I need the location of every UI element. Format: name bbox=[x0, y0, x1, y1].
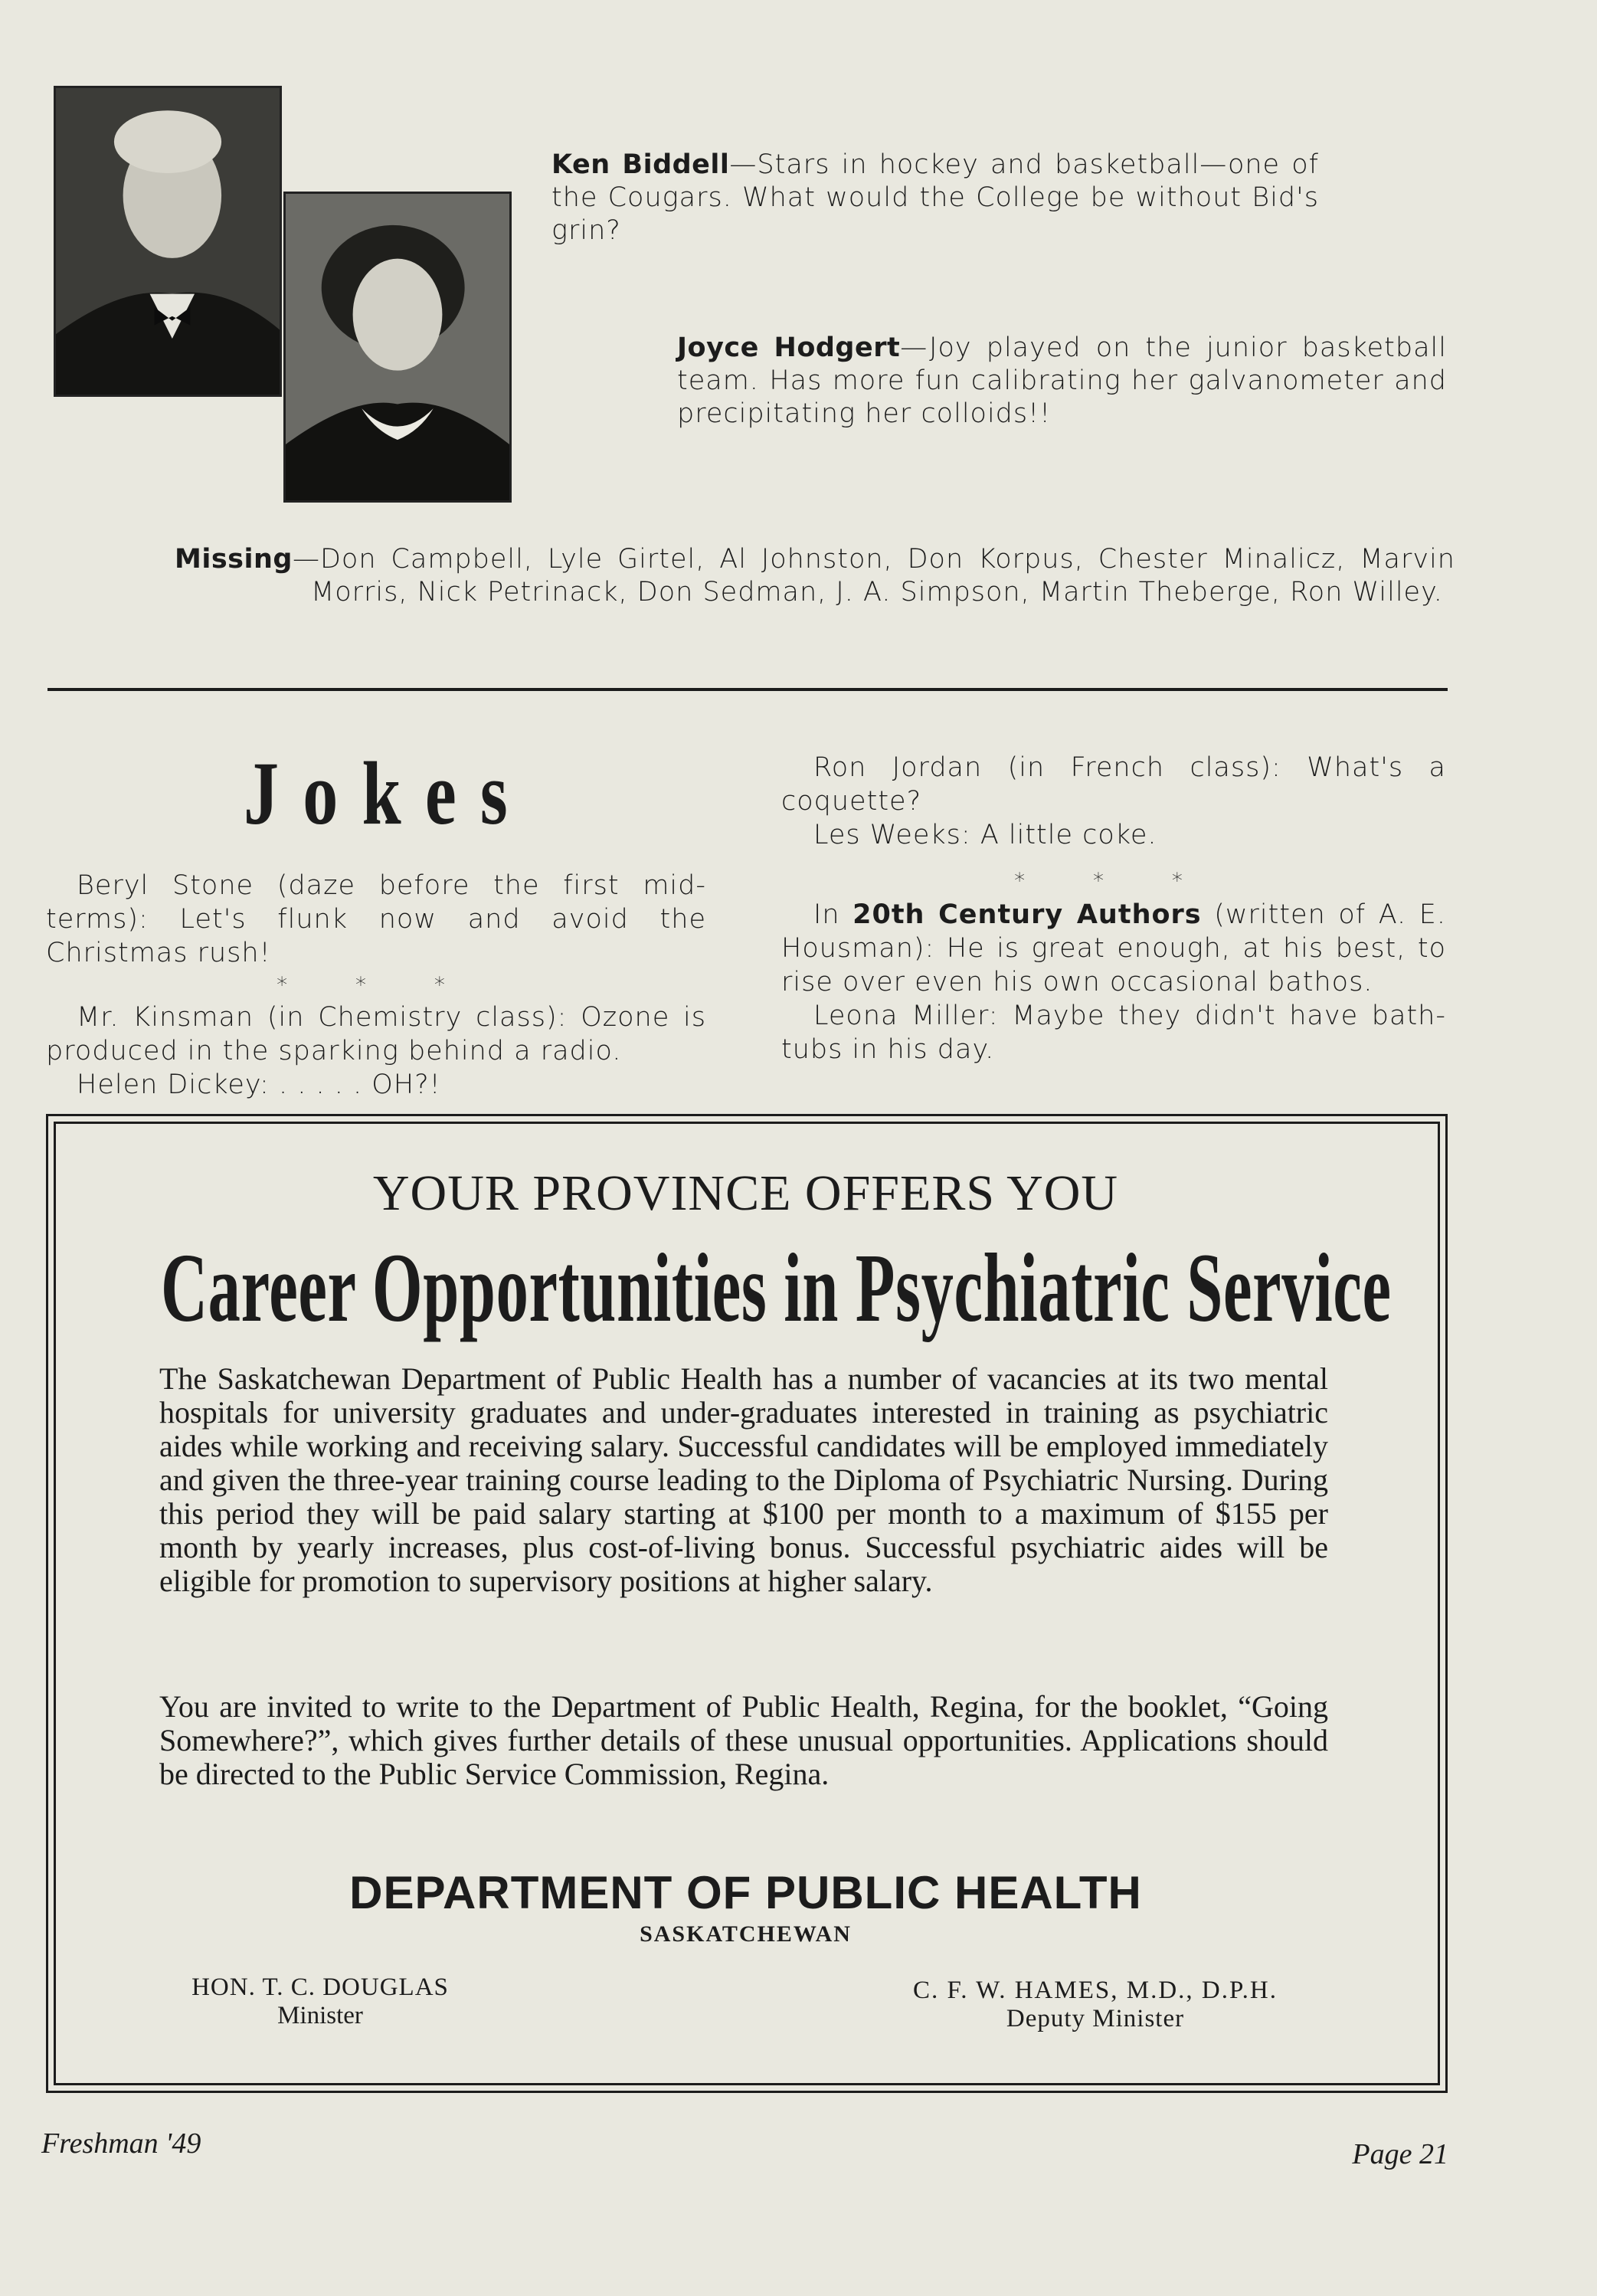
joke-prefix: In bbox=[813, 899, 853, 930]
joke-text: Leona Miller: Maybe they didn't have bath-tubs in his day. bbox=[781, 1001, 1446, 1065]
missing-names: —Don Campbell, Lyle Girtel, Al Johnston, Don Korpus, Chester Minalicz, Marvin Morris, Nick Petrinack, Don Sedman, J. A. Simpson, Martin Theberge, Ron Willey. bbox=[292, 544, 1455, 608]
minister-name: HON. T. C. DOUGLAS bbox=[191, 1973, 449, 2001]
deputy-title: Deputy Minister bbox=[1006, 2005, 1185, 2032]
joke-text: Les Weeks: A little coke. bbox=[813, 820, 1157, 850]
book-title: 20th Century Authors bbox=[852, 899, 1202, 930]
joke-separator: * * * bbox=[1014, 868, 1213, 893]
ad-department: DEPARTMENT OF PUBLIC HEALTH bbox=[349, 1867, 1142, 1918]
ad-paragraph-2: You are invited to write to the Department of Public Health, Regina, for the booklet, “Going Somewhere?”, which gives further details of these unusual opportunities. Applications should be directed to the Public Service Commission, Regina. bbox=[159, 1689, 1328, 1791]
joke-text: Helen Dickey: . . . . . OH?! bbox=[77, 1069, 441, 1100]
minister-title: Minister bbox=[277, 2002, 363, 2029]
jokes-heading: Jokes bbox=[244, 743, 532, 843]
bio-name: Joyce Hodgert bbox=[677, 332, 901, 363]
signature-deputy-minister bbox=[858, 1977, 1333, 2033]
ad-province: SASKATCHEWAN bbox=[640, 1921, 852, 1947]
section-divider bbox=[47, 688, 1448, 691]
bio-ken-biddell bbox=[551, 149, 1319, 247]
photo-ken-biddell bbox=[54, 86, 282, 397]
bio-name: Ken Biddell bbox=[551, 149, 730, 180]
ad-headline: Career Opportunities in Psychiatric Service bbox=[161, 1233, 1392, 1342]
footer-publication: Freshman '49 bbox=[41, 2127, 201, 2160]
ad-kicker: YOUR PROVINCE OFFERS YOU bbox=[372, 1165, 1119, 1221]
jokes-left-column bbox=[46, 869, 706, 1102]
bio-text: —Joy played on the junior basketball team. Has more fun calibrating her galvanometer and precipitating her colloids!! bbox=[677, 332, 1447, 429]
photo-joyce-hodgert bbox=[283, 192, 512, 503]
bio-text: —Stars in hockey and basketball—one of the Cougars. What would the College be without Bid's grin? bbox=[551, 149, 1319, 246]
jokes-right-column bbox=[781, 751, 1446, 1066]
joke-text: Ron Jordan (in French class): What's a coquette? bbox=[781, 752, 1446, 817]
deputy-name: C. F. W. HAMES, M.D., D.P.H. bbox=[912, 1977, 1278, 2004]
bio-joyce-hodgert bbox=[677, 332, 1447, 431]
missing-label: Missing bbox=[175, 544, 293, 575]
joke-text: Mr. Kinsman (in Chemistry class): Ozone is produced in the sparking behind a radio. bbox=[46, 1002, 706, 1066]
joke-text bbox=[781, 898, 1446, 999]
signature-minister bbox=[159, 1973, 481, 2030]
ad-paragraph-1: The Saskatchewan Department of Public Health has a number of vacancies at its two mental hospitals for university graduates and under-graduates interested in training as psychiatric aides while working and receiving salary. Successful candidates will be employed immediately and given the three-year training course leading to the Diploma of Psychiatric Nursing. During this period they will be paid salary starting at $100 per month to a maximum of $155 per month by yearly increases, plus cost-of-living bonus. Successful psychiatric aides will be eligible for promotion to supervisory positions at higher salary. bbox=[159, 1361, 1328, 1598]
joke-body: (written of A. E. Housman): He is great enough, at his best, to rise over even his own occasional bathos. bbox=[781, 899, 1446, 997]
missing-list bbox=[175, 543, 1455, 609]
footer-page-number: Page 21 bbox=[1352, 2138, 1448, 2170]
joke-separator: * * * bbox=[277, 972, 476, 997]
joke-text: Beryl Stone (daze before the first mid-terms): Let's flunk now and avoid the Christmas rush! bbox=[46, 870, 706, 968]
